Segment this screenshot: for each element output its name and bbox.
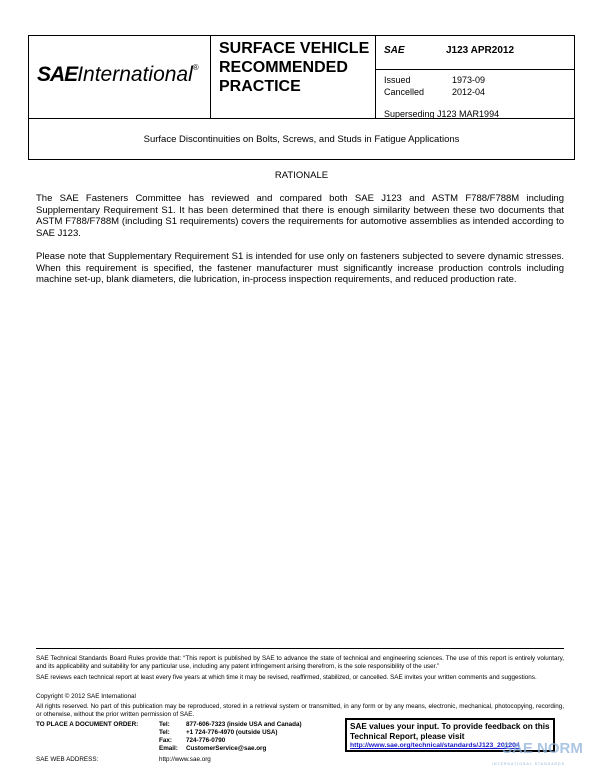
email-link[interactable]: CustomerService@sae.org	[186, 745, 267, 752]
document-subtitle: Surface Discontinuities on Bolts, Screws, and Studs in Fatigue Applications	[143, 134, 460, 145]
contact-label: Fax:	[159, 737, 172, 744]
contact-label: Tel:	[159, 729, 170, 736]
footer-copyright: Copyright © 2012 SAE International	[36, 693, 136, 700]
doc-number-row	[376, 36, 574, 70]
feedback-text: SAE values your input. To provide feedback on this Technical Report, please visit	[350, 722, 550, 741]
sae-mini-logo: SAE	[384, 45, 405, 56]
cancelled-label: Cancelled	[384, 87, 425, 97]
footer-divider	[36, 648, 564, 649]
contact-label: Tel:	[159, 721, 170, 728]
contact-value: 877-606-7323 (inside USA and Canada)	[186, 721, 302, 728]
document-header	[28, 35, 575, 119]
doc-type: SURFACE VEHICLE RECOMMENDED PRACTICE	[219, 40, 370, 95]
order-label: TO PLACE A DOCUMENT ORDER:	[36, 721, 139, 728]
logo-cell	[29, 36, 211, 118]
rationale-heading: RATIONALE	[274, 170, 329, 181]
watermark-logo: SAE NORM	[502, 740, 583, 757]
doc-type-cell	[211, 36, 376, 118]
cancelled-value: 2012-04	[452, 87, 486, 97]
paragraph-1: The SAE Fasteners Committee has reviewed and compared both SAE J123 and ASTM F788/F788M including Supplementary Requirement S1. It has been determined that there is enough similarity between these two documents that ASTM F788/F788M (including S1 requirements) covers the requirements for automotive assemblies as intended according to SAE J123.	[36, 193, 564, 239]
feedback-link[interactable]: http://www.sae.org/technical/standards/J123_201204	[350, 742, 520, 749]
paragraph-2: Please note that Supplementary Requirement S1 is intended for use only on fasteners subjected to severe dynamic stresses. When this requirement is specified, the fastener manufacturer must significantly increase production controls including machine set-up, blank diameters, die lubrication, in-process inspection requirements, and reduced production rate.	[36, 251, 564, 286]
contact-value: +1 724-776-4970 (outside USA)	[186, 729, 278, 736]
web-address-link[interactable]: http://www.sae.org	[159, 756, 211, 763]
watermark-subtext: INTERNATIONAL STANDARDS	[492, 762, 565, 766]
subtitle-box	[28, 119, 575, 160]
sae-international-logo: SAEInternational®	[37, 63, 199, 86]
doc-number: J123 APR2012	[446, 45, 515, 56]
issued-label: Issued	[384, 75, 411, 85]
contact-label: Email:	[159, 745, 178, 752]
superseding: Superseding J123 MAR1994	[384, 109, 500, 119]
doc-info-cell	[376, 36, 574, 118]
footer-rules: SAE Technical Standards Board Rules provide that: “This report is published by SAE to advance the state of technical and engineering sciences. The use of this report is entirely voluntary, and its applicability and suitability for any particular use, including any patent infringement arising therefrom, is the sole responsibility of the user.”	[36, 655, 564, 670]
footer-rights: All rights reserved. No part of this publication may be reproduced, stored in a retrieval system or transmitted, in any form or by any means, electronic, mechanical, photocopying, recording, or otherwise, without the prior written permission of SAE.	[36, 703, 564, 718]
issued-value: 1973-09	[452, 75, 486, 85]
contact-value: 724-776-0790	[186, 737, 226, 744]
footer-review: SAE reviews each technical report at least every five years at which time it may be revised, reaffirmed, stabilized, or cancelled. SAE invites your written comments and suggestions.	[36, 674, 537, 681]
web-address-label: SAE WEB ADDRESS:	[36, 756, 99, 763]
